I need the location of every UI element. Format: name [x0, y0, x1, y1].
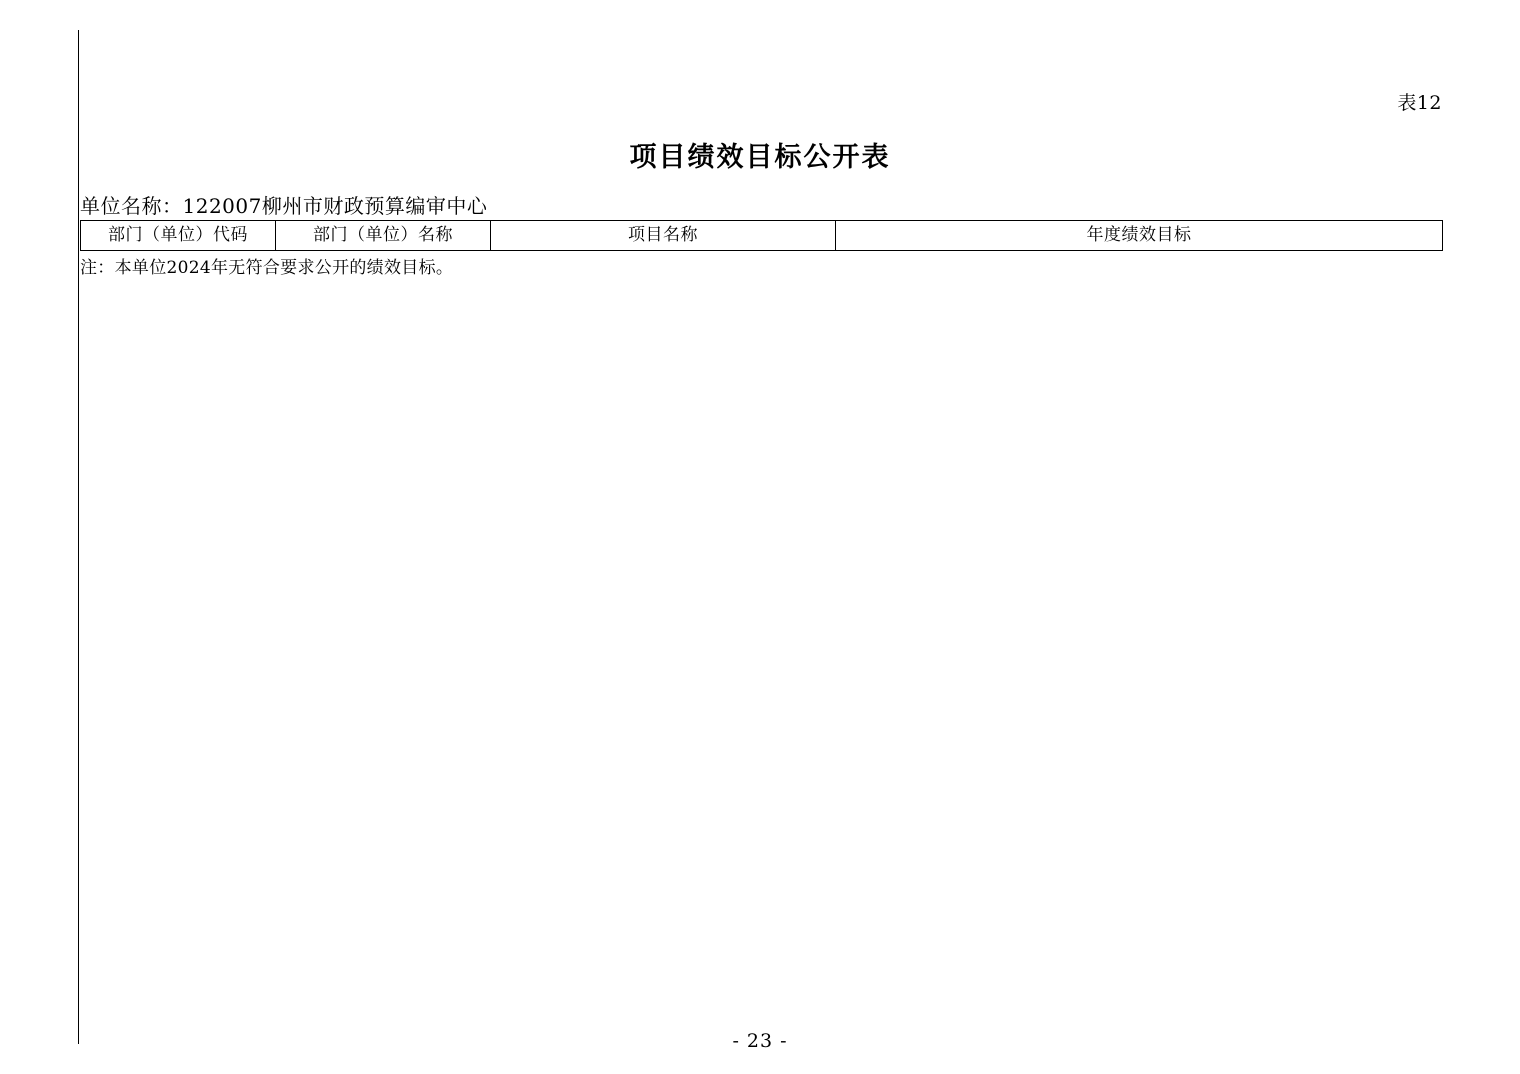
column-header-department-name: 部门（单位）名称 — [276, 221, 491, 251]
column-header-annual-target: 年度绩效目标 — [836, 221, 1443, 251]
unit-name-line — [80, 190, 487, 219]
unit-name-label: 单位名称： — [80, 194, 183, 218]
table-note: 注：本单位2024年无符合要求公开的绩效目标。 — [80, 258, 454, 278]
table-label: 表12 — [1397, 92, 1442, 114]
column-header-project-name: 项目名称 — [491, 221, 836, 251]
performance-target-table — [80, 220, 1443, 251]
unit-name-value: 122007柳州市财政预算编审中心 — [182, 194, 488, 218]
table-header-row — [81, 221, 1443, 251]
page-title: 项目绩效目标公开表 — [629, 142, 891, 173]
left-margin-rule — [78, 30, 79, 1044]
column-header-department-code: 部门（单位）代码 — [81, 221, 276, 251]
page-number: - 23 - — [732, 1030, 788, 1052]
